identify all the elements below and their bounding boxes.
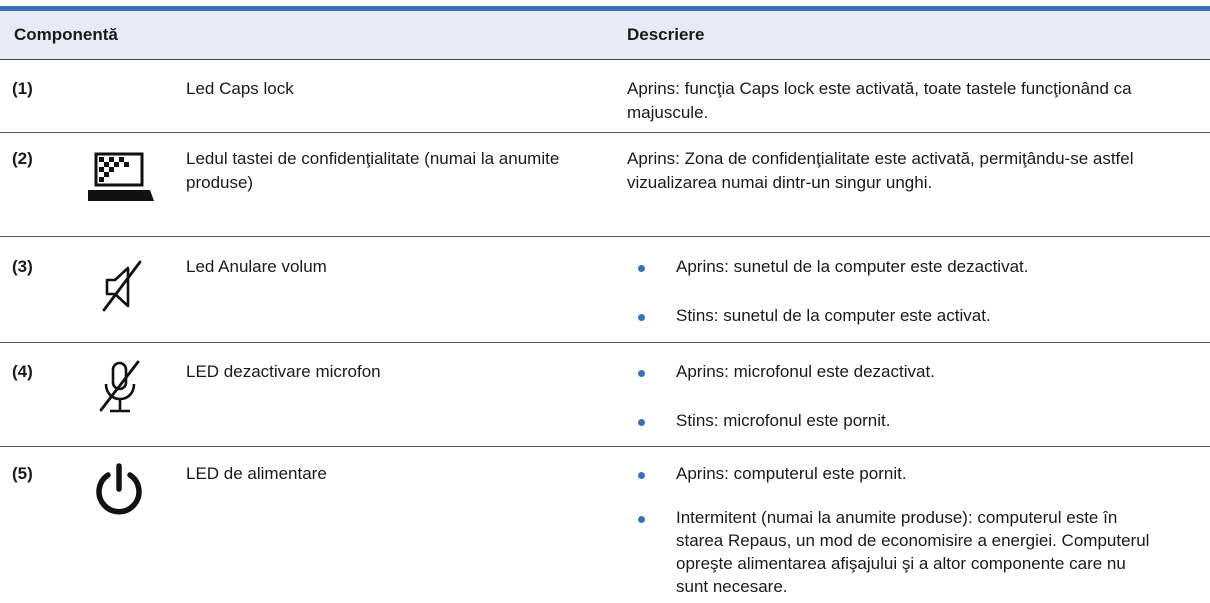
power-icon [92,462,146,518]
table-header [0,11,1210,60]
description-bullet: Aprins: microfonul este dezactivat. [676,362,935,381]
component-description: Aprins: Zona de confidenţialitate este activată, permiţându-se astfel vizualizarea numai dintr-un singur unghi. [627,149,1134,192]
row-divider [0,132,1210,133]
component-description: Aprins: funcţia Caps lock este activată, toate tastele funcţionând ca majuscule. [627,79,1132,122]
description-bullet: Stins: microfonul este pornit. [676,411,891,430]
component-name: LED dezactivare microfon [186,362,381,381]
row-number: (5) [12,464,33,483]
component-name: Ledul tastei de confidenţialitate (numai la anumite produse) [186,149,560,192]
bullet-dot [638,314,645,321]
bullet-dot [638,472,645,479]
row-number: (2) [12,149,33,168]
row-divider [0,342,1210,343]
bullet-dot [638,370,645,377]
header-component: Componentă [14,25,118,44]
row-number: (4) [12,362,33,381]
description-bullet: Stins: sunetul de la computer este activat. [676,306,991,325]
bullet-dot [638,419,645,426]
header-description: Descriere [627,25,705,44]
mic-off-icon [98,358,142,418]
row-divider [0,446,1210,447]
component-name: LED de alimentare [186,464,327,483]
bullet-dot [638,265,645,272]
component-name: Led Caps lock [186,79,294,98]
row-number: (3) [12,257,33,276]
row-divider [0,236,1210,237]
description-bullet: Aprins: computerul este pornit. [676,464,907,483]
bullet-dot [638,516,645,523]
mute-speaker-icon [100,258,144,312]
privacy-screen-icon [88,152,154,204]
component-name: Led Anulare volum [186,257,327,276]
description-bullet: Aprins: sunetul de la computer este dezactivat. [676,257,1029,276]
row-number: (1) [12,79,33,98]
description-bullet: Intermitent (numai la anumite produse): computerul este în starea Repaus, un mod de economisire a energiei. Computerul opreşte alimentarea afişajului şi a altor componente care nu sunt necesare. [676,508,1150,596]
